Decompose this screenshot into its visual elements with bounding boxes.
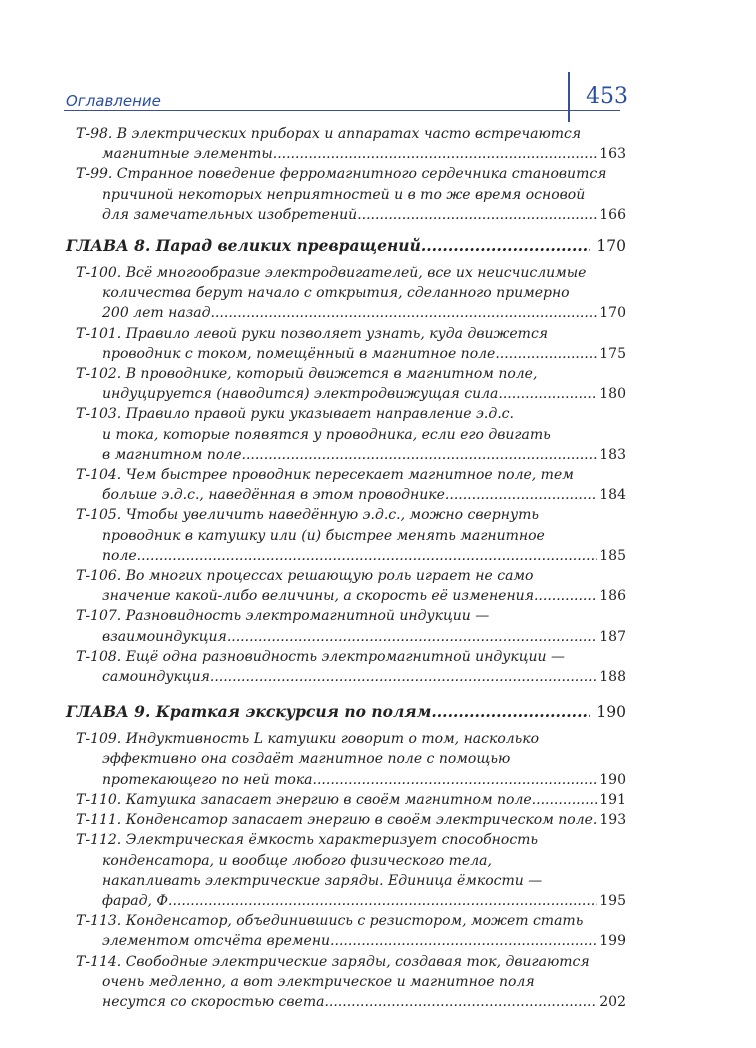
toc-item-text-line: больше э.д.с., наведённая в этом проводнике. — [102, 487, 450, 504]
chapter-title: ГЛАВА 8. Парад великих превращений — [66, 236, 421, 256]
toc-item-text-line: значение какой-либо величины, а скорость её изменения. — [102, 588, 539, 605]
toc-item-text-line: элементом отсчёта времени. — [102, 933, 335, 950]
toc-item-text-line: Т-105. Чтобы увеличить наведённую э.д.с., можно свернуть — [76, 507, 540, 524]
toc-item-page-number: 202 — [599, 993, 626, 1010]
chapter-title: ГЛАВА 9. Краткая экскурсия по полям — [66, 702, 432, 722]
toc-item-text-line: эффективно она создаёт магнитное поле с помощью — [102, 751, 511, 768]
toc-item-text-line: взаимоиндукция. — [102, 628, 232, 645]
toc-item-text-line: протекающего по ней тока. — [102, 771, 317, 788]
toc-item[interactable] — [76, 566, 626, 606]
toc-item[interactable] — [76, 124, 626, 164]
dot-leader — [538, 586, 597, 606]
table-of-contents — [66, 124, 626, 1012]
dot-leader — [329, 992, 597, 1012]
dot-leader — [246, 445, 597, 465]
toc-item[interactable] — [76, 164, 626, 225]
toc-item-text-line: причиной некоторых неприятностей и в то же время основой — [102, 186, 586, 203]
toc-item-page-number: 187 — [599, 628, 626, 645]
toc-item-text-line: Т-111. Конденсатор запасает энергию в своём электрическом поле. — [76, 812, 598, 829]
toc-item-page-number: 193 — [599, 812, 627, 829]
toc-item[interactable] — [76, 647, 626, 687]
toc-item-text-line: проводник в катушку или (и) быстрее менять магнитное — [102, 527, 545, 544]
toc-item[interactable] — [76, 606, 626, 646]
toc-item[interactable] — [76, 364, 626, 404]
toc-item-text-line: Т-110. Катушка запасает энергию в своём магнитном поле. — [76, 791, 537, 808]
chapter-page-number: 170 — [596, 237, 626, 256]
toc-item-text-line: магнитные элементы. — [102, 146, 278, 163]
toc-item-page-number: 188 — [599, 669, 626, 686]
dot-leader — [503, 384, 597, 404]
toc-item[interactable] — [76, 911, 626, 951]
toc-item-page-number: 191 — [599, 791, 626, 808]
dot-leader — [141, 546, 597, 566]
dot-leader — [335, 931, 598, 951]
toc-item-text-line: поле. — [102, 547, 142, 564]
dot-leader — [500, 344, 597, 364]
toc-item[interactable] — [76, 263, 626, 324]
dot-leader — [215, 303, 597, 323]
toc-item[interactable] — [76, 810, 626, 830]
toc-item-text-line: в магнитном поле. — [102, 446, 246, 463]
toc-item-page-number: 199 — [599, 933, 626, 950]
dot-leader — [362, 205, 598, 225]
dot-leader — [431, 701, 590, 723]
toc-item-text-line: 200 лет назад. — [102, 305, 215, 322]
toc-item-text-line: Т-112. Электрическая ёмкость характеризует способность — [76, 832, 539, 849]
toc-item-text-line: Т-98. В электрических приборах и аппаратах часто встречаются — [76, 126, 582, 142]
toc-item-text-line: Т-108. Ещё одна разновидность электромагнитной индукции — — [76, 648, 566, 665]
dot-leader — [277, 144, 597, 164]
toc-item-text-line: Т-107. Разновидность электромагнитной индукции — — [76, 608, 490, 625]
toc-item-text-line: Т-102. В проводнике, который движется в магнитном поле, — [76, 366, 538, 383]
dot-leader — [172, 891, 597, 911]
toc-item-text-line: Т-103. Правило правой руки указывает направление э.д.с. — [76, 406, 514, 423]
toc-item-text-line: Т-106. Во многих процессах решающую роль играет не само — [76, 568, 534, 585]
toc-item-text-line: и тока, которые появятся у проводника, если его двигать — [102, 426, 551, 443]
header-vertical-rule — [568, 72, 570, 122]
toc-item-text-line: фарад, Ф. — [102, 892, 173, 909]
toc-item-text-line: для замечательных изобретений. — [102, 206, 362, 223]
dot-leader — [231, 627, 597, 647]
dot-leader — [214, 667, 597, 687]
toc-item-text-line: самоиндукция. — [102, 669, 215, 686]
toc-item[interactable] — [76, 404, 626, 465]
toc-item-text-line: индуцируется (наводится) электродвижущая сила. — [102, 386, 503, 403]
section-title: Оглавление — [66, 92, 161, 110]
dot-leader — [317, 770, 597, 790]
toc-item-text-line: Т-109. Индуктивность L катушки говорит о том, насколько — [76, 731, 540, 748]
toc-item-text-line: Т-114. Свободные электрические заряды, создавая ток, двигаются — [76, 953, 590, 970]
toc-item[interactable] — [76, 952, 626, 1013]
toc-item-page-number: 170 — [599, 305, 626, 322]
dot-leader — [449, 485, 597, 505]
toc-item-page-number: 195 — [599, 892, 626, 909]
dot-leader — [421, 235, 591, 257]
toc-chapter[interactable] — [66, 701, 626, 723]
toc-item[interactable] — [76, 465, 626, 505]
toc-item[interactable] — [76, 830, 626, 911]
header-horizontal-rule — [64, 110, 620, 111]
toc-item[interactable] — [76, 790, 626, 810]
toc-item-page-number: 166 — [599, 206, 626, 223]
toc-item-text-line: количества берут начало с открытия, сделанного примерно — [102, 285, 570, 302]
toc-item-text-line: Т-104. Чем быстрее проводник пересекает магнитное поле, тем — [76, 467, 574, 484]
toc-item-page-number: 185 — [599, 547, 626, 564]
toc-item-text-line: Т-113. Конденсатор, объединившись с резистором, может стать — [76, 913, 584, 930]
toc-item[interactable] — [76, 505, 626, 566]
toc-item-page-number: 186 — [599, 588, 626, 605]
chapter-page-number: 190 — [596, 703, 626, 722]
toc-item-page-number: 183 — [599, 446, 626, 463]
toc-item[interactable] — [76, 324, 626, 364]
toc-item[interactable] — [76, 729, 626, 790]
toc-item-page-number: 180 — [599, 386, 626, 403]
page-number: 453 — [586, 84, 628, 109]
toc-item-text-line: накапливать электрические заряды. Единица ёмкости — — [102, 872, 543, 889]
toc-item-text-line: конденсатора, и вообще любого физического тела, — [102, 852, 492, 869]
dot-leader — [536, 790, 597, 810]
toc-item-page-number: 175 — [599, 345, 626, 362]
toc-item-text-line: Т-99. Странное поведение ферромагнитного сердечника становится — [76, 166, 607, 183]
toc-chapter[interactable] — [66, 235, 626, 257]
toc-item-text-line: несутся со скоростью света. — [102, 993, 329, 1010]
toc-item-page-number: 184 — [599, 487, 626, 504]
toc-item-page-number: 163 — [599, 146, 626, 163]
toc-item-text-line: проводник с током, помещённый в магнитное поле. — [102, 345, 500, 362]
toc-item-text-line: очень медленно, а вот электрическое и магнитное поля — [102, 973, 535, 990]
toc-item-page-number: 190 — [599, 771, 626, 788]
toc-item-text-line: Т-101. Правило левой руки позволяет узнать, куда движется — [76, 325, 549, 342]
toc-item-text-line: Т-100. Всё многообразие электродвигателей, все их неисчислимые — [76, 265, 587, 282]
